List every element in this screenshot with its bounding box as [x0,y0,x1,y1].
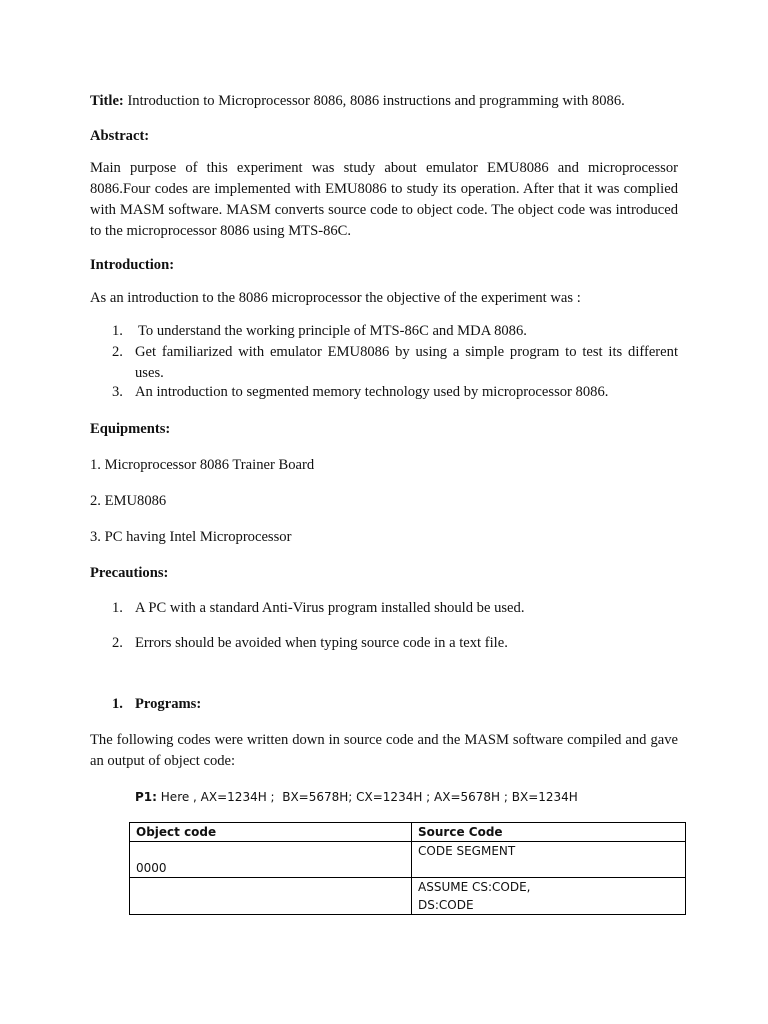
source-code-cell: ASSUME CS:CODE, DS:CODE [412,878,686,915]
abstract-heading: Abstract: [90,128,150,144]
column-header-source-code: Source Code [412,823,686,842]
document-title [90,91,678,112]
column-header-object-code: Object code [130,823,412,842]
object-code-cell [130,878,412,915]
introduction-heading: Introduction: [90,257,175,273]
precautions-heading: Precautions: [90,565,169,581]
object-code-cell: 0000 [130,842,412,878]
equipment-item: 3. PC having Intel Microprocessor [90,529,292,545]
source-code-cell: CODE SEGMENT [412,842,686,878]
equipment-item: 1. Microprocessor 8086 Trainer Board [90,457,315,473]
table-header-row [130,823,686,842]
equipment-item: 2. EMU8086 [90,493,167,509]
abstract-text: Main purpose of this experiment was study about emulator EMU8086 and microprocessor 8086.Four codes are implemented with EMU8086 to study its operation. After that it was complied with MASM software. MASM converts source code to object code. The object code was introduced to the microprocessor 8086 using MTS-86C. [90,160,678,239]
introduction-text: As an introduction to the 8086 microprocessor the objective of the experiment was : [90,290,581,306]
p1-text: Here , AX=1234H ; BX=5678H; CX=1234H ; AX=5678H ; BX=1234H [160,790,578,804]
title-text: Introduction to Microprocessor 8086, 8086 instructions and programming with 8086. [127,93,625,109]
code-table [129,822,686,915]
document-page: Title: Introduction to Microprocessor 8086, 8086 instructions and programming with 8086. Abstract: Main purpose of this experiment was study about emulator EMU8086 and microprocessor 8086.Four codes are implemented with EMU8086 to study its operation. After that it was complied with MASM software. MASM converts source code to object code. The object code was introduced to the microprocessor 8086 using MTS-86C. Introduction: As an introduction to the 8086 microprocessor the objective of the experiment was : 1. To understand the working principle of MTS-86C and MDA 8086. 2. Get familiarized with emulator EMU8086 by using a simple program to test its different uses. 3. An introduction to segmented memory technology used by microprocessor 8086. Equipments: 1. Microprocessor 8086 Trainer Board 2. EMU8086 3. PC having Intel Microprocessor Precautions: 1. A PC with a standard Anti-Virus program installed should be used. 2. Errors should be avoided when typing source code in a text file. 1. Programs: The following codes were written down in source code and the MASM software compiled and gave an output of object code: P1: Here , AX=1234H ; BX=5678H; CX=1234H ; AX=5678H ; BX=1234H Object code Source Code 0000 CODE SEGMENT ASSUME CS:CODE, DS:CODE [0,0,768,1024]
programs-text: The following codes were written down in source code and the MASM software compiled and gave an output of object code: [90,732,678,769]
title-label: Title: [90,93,124,109]
p1-label: P1: [135,790,157,804]
table-row [130,878,686,915]
equipments-heading: Equipments: [90,421,171,437]
p1-description [135,788,578,806]
table-row [130,842,686,878]
